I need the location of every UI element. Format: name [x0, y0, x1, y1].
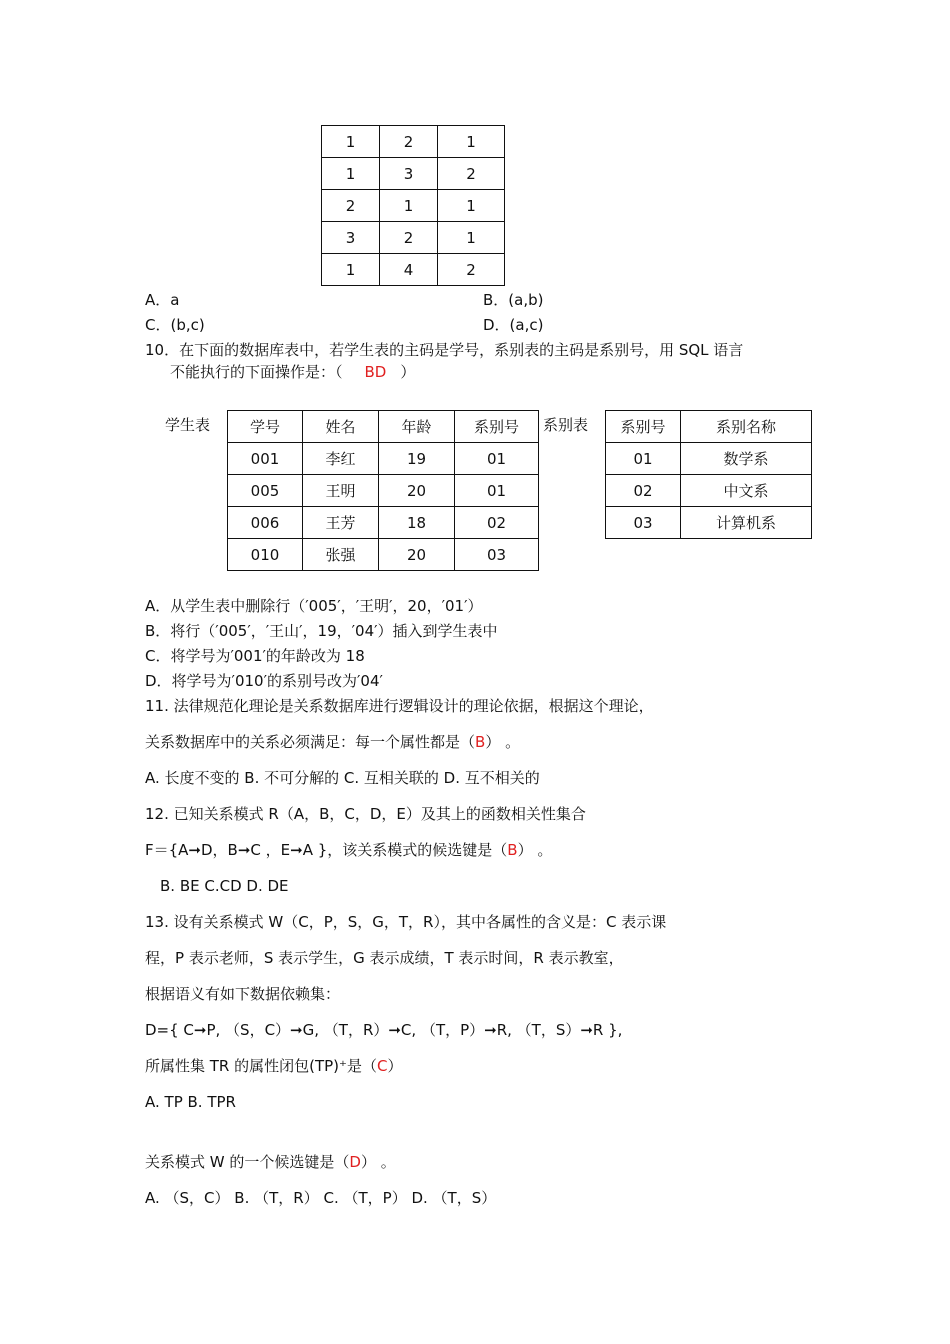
question-text: 关系数据库中的关系必须满足：每一个属性都是（: [145, 733, 476, 751]
question-text: ） 。: [517, 841, 553, 859]
column-header: 学号: [228, 411, 303, 443]
table-cell: 006: [228, 507, 303, 539]
table-row: [322, 254, 505, 286]
table-row: [228, 475, 539, 507]
question-12-options: B. BE C.CD D. DE: [160, 877, 289, 895]
answer: D: [349, 1153, 361, 1171]
table-cell: 张强: [303, 539, 379, 571]
column-header: 系别号: [606, 411, 681, 443]
question-text: ）: [387, 1057, 403, 1075]
table-row: [322, 222, 505, 254]
column-header: 系别名称: [681, 411, 812, 443]
question-13-options1: A. TP B. TPR: [145, 1093, 236, 1111]
table-row: [606, 507, 812, 539]
table-row: [228, 443, 539, 475]
table-row: [606, 475, 812, 507]
question-text: ） 。: [360, 1153, 396, 1171]
table-cell: 王明: [303, 475, 379, 507]
table-cell: 1: [380, 190, 438, 222]
answer: BD: [364, 363, 387, 381]
table-cell: 2: [438, 158, 505, 190]
table-header-row: [606, 411, 812, 443]
table-cell: 4: [380, 254, 438, 286]
question-11-line2: [145, 732, 520, 752]
table-cell: 2: [438, 254, 505, 286]
table-cell: 计算机系: [681, 507, 812, 539]
option-c: C．将学号为′001′的年龄改为 18: [145, 647, 365, 665]
answer: B: [507, 841, 518, 859]
table-row: [228, 539, 539, 571]
question-13-line3: 根据语义有如下数据依赖集：: [145, 985, 341, 1003]
question-12-line2: [145, 840, 552, 860]
option-b: B．将行（′005′，′王山′，19，′04′）插入到学生表中: [145, 622, 498, 640]
table-cell: 01: [455, 475, 539, 507]
table-cell: 1: [322, 158, 380, 190]
table-row: [228, 507, 539, 539]
table-cell: 01: [455, 443, 539, 475]
question-13-line4: D={ C➞P, （S，C）➞G, （T，R）➞C, （T，P）➞R, （T，S）➞R },: [145, 1021, 623, 1039]
question-text: ）: [400, 363, 416, 381]
relation-table: [321, 125, 505, 286]
option-d: D．(a,c): [483, 316, 544, 334]
answer: B: [475, 733, 486, 751]
table-cell: 010: [228, 539, 303, 571]
table-cell: 1: [438, 126, 505, 158]
student-table-label: 学生表: [165, 416, 211, 434]
question-text: ） 。: [485, 733, 521, 751]
table-cell: 2: [380, 126, 438, 158]
table-cell: 3: [380, 158, 438, 190]
table-cell: 18: [379, 507, 455, 539]
table-cell: 1: [438, 222, 505, 254]
table-header-row: [228, 411, 539, 443]
table-cell: 李红: [303, 443, 379, 475]
table-cell: 20: [379, 539, 455, 571]
table-cell: 1: [322, 126, 380, 158]
table-cell: 3: [322, 222, 380, 254]
answer: C: [376, 1057, 388, 1075]
question-10-line1: 10．在下面的数据库表中，若学生表的主码是学号，系别表的主码是系别号，用 SQL 语言: [145, 341, 744, 359]
table-cell: 03: [455, 539, 539, 571]
table-cell: 王芳: [303, 507, 379, 539]
question-13-line5: [145, 1056, 402, 1076]
question-12-line1: 12. 已知关系模式 R（A，B，C，D，E）及其上的函数相关性集合: [145, 805, 586, 823]
table-cell: 005: [228, 475, 303, 507]
dept-table: [605, 410, 812, 539]
table-cell: 数学系: [681, 443, 812, 475]
question-text: 所属性集 TR 的属性闭包(TP)⁺是（: [145, 1057, 377, 1075]
dept-table-label: 系别表: [543, 416, 589, 434]
table-row: [322, 126, 505, 158]
column-header: 系别号: [455, 411, 539, 443]
question-10-line2: [170, 362, 415, 382]
question-13-line2: 程，P 表示老师，S 表示学生，G 表示成绩，T 表示时间，R 表示教室，: [145, 949, 624, 967]
option-b: B．(a,b): [483, 291, 544, 309]
column-header: 姓名: [303, 411, 379, 443]
question-text: F＝{A➞D，B➞C ，E➞A }，该关系模式的候选键是（: [145, 841, 508, 859]
table-row: [606, 443, 812, 475]
table-cell: 1: [322, 254, 380, 286]
option-c: C．(b,c): [145, 316, 205, 334]
question-text: 关系模式 W 的一个候选键是（: [145, 1153, 350, 1171]
table-cell: 01: [606, 443, 681, 475]
question-13-line6: [145, 1152, 396, 1172]
table-cell: 02: [606, 475, 681, 507]
option-a: A．a: [145, 291, 180, 309]
table-cell: 001: [228, 443, 303, 475]
table-row: [322, 158, 505, 190]
table-cell: 1: [438, 190, 505, 222]
student-table: [227, 410, 539, 571]
question-13-options2: A. （S，C） B. （T，R） C. （T，P） D. （T，S）: [145, 1189, 497, 1207]
question-11-options: A. 长度不变的 B. 不可分解的 C. 互相关联的 D. 互不相关的: [145, 769, 540, 787]
table-row: [322, 190, 505, 222]
table-cell: 02: [455, 507, 539, 539]
column-header: 年龄: [379, 411, 455, 443]
table-cell: 2: [380, 222, 438, 254]
table-cell: 20: [379, 475, 455, 507]
question-text: 不能执行的下面操作是：（: [170, 363, 343, 381]
question-11-line1: 11. 法律规范化理论是关系数据库进行逻辑设计的理论依据，根据这个理论，: [145, 697, 654, 715]
table-cell: 中文系: [681, 475, 812, 507]
question-13-line1: 13. 设有关系模式 W（C，P，S，G，T，R），其中各属性的含义是：C 表示课: [145, 913, 667, 931]
option-d: D．将学号为′010′的系别号改为′04′: [145, 672, 383, 690]
table-cell: 03: [606, 507, 681, 539]
table-cell: 2: [322, 190, 380, 222]
option-a: A．从学生表中删除行（′005′，′王明′，20，′01′）: [145, 597, 483, 615]
table-cell: 19: [379, 443, 455, 475]
